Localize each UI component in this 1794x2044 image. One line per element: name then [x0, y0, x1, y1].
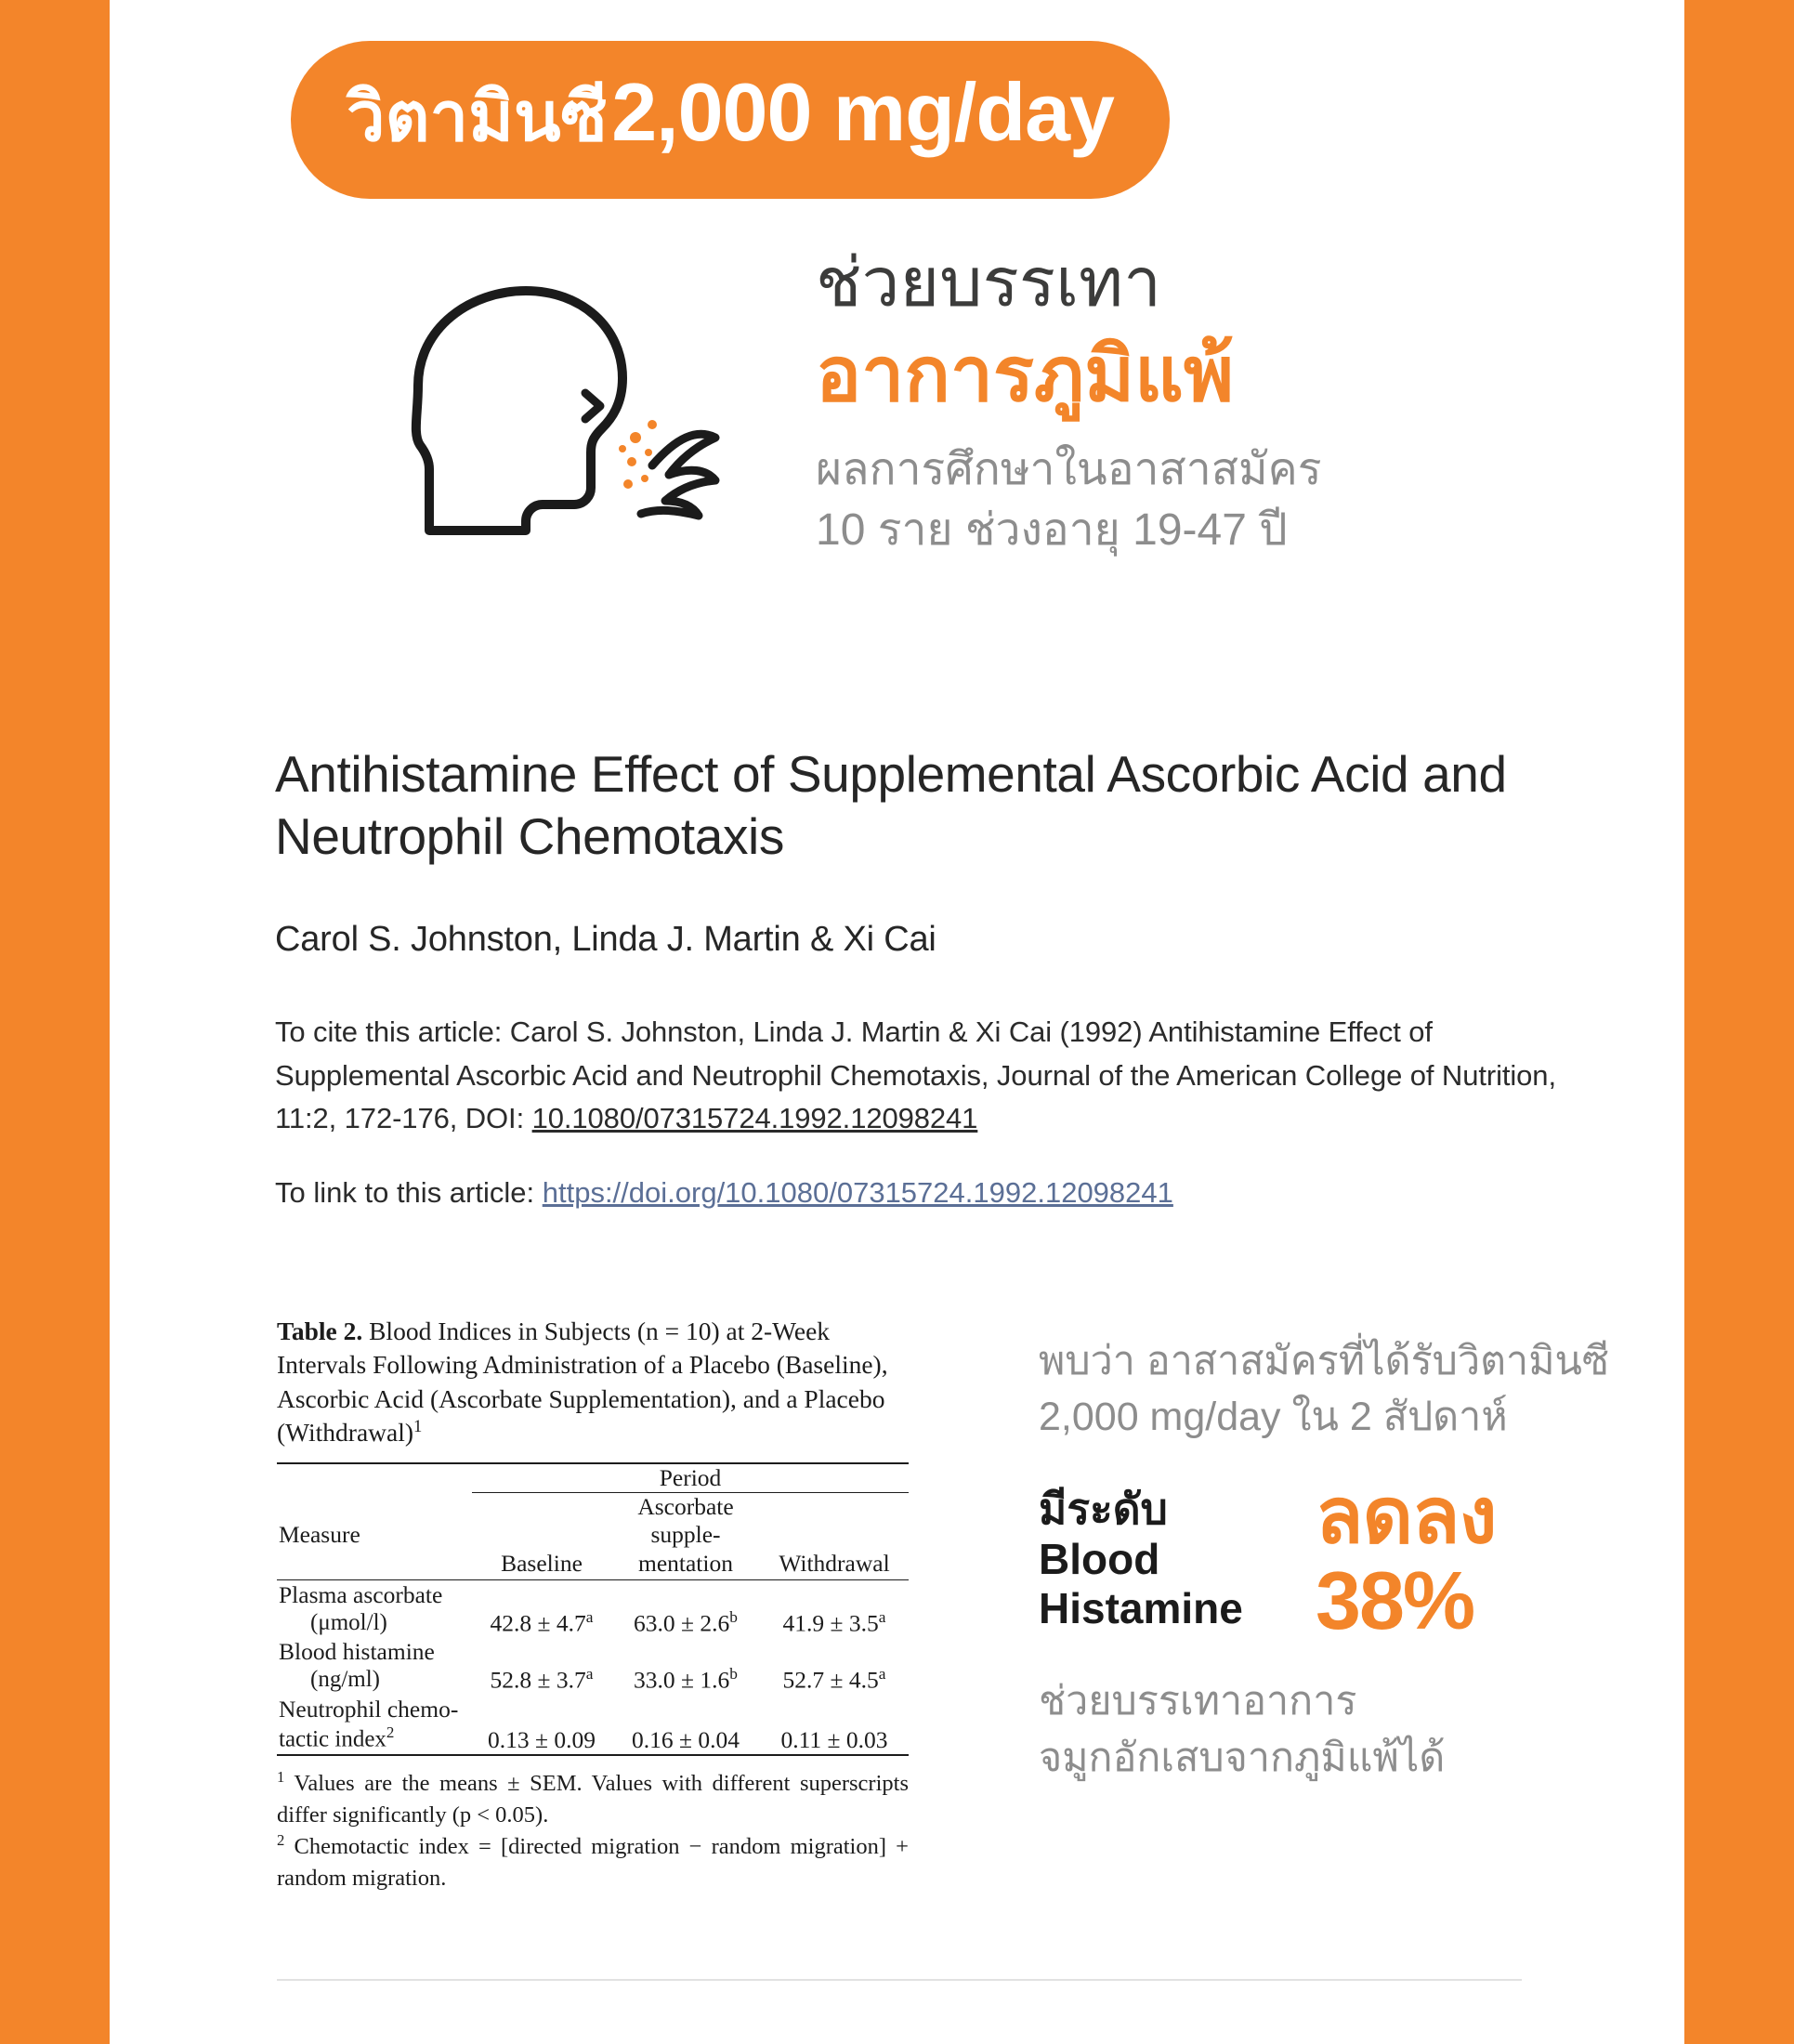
cell-ascorbate-value: 33.0 ± 1.6	[634, 1666, 730, 1694]
table-footnote-1	[277, 1767, 909, 1831]
cell-ascorbate	[611, 1637, 760, 1695]
claim-measure-line3: Histamine	[1039, 1584, 1243, 1633]
hero-subtext-line1: ผลการศึกษาในอาสาสมัคร	[816, 444, 1322, 494]
cell-baseline-value: 42.8 ± 4.7	[490, 1609, 586, 1637]
hero-subtext	[816, 440, 1652, 561]
claim-footer	[1039, 1673, 1652, 1787]
table-bottom-rule	[277, 1754, 909, 1755]
right-orange-rail	[1684, 0, 1794, 2044]
table-header-withdrawal: Withdrawal	[779, 1549, 890, 1577]
cell-baseline	[472, 1695, 611, 1754]
cite-text: Carol S. Johnston, Linda J. Martin & Xi Cai (1992) Antihistamine Effect of Supplemental Ascorbic Acid and Neutrophil Chemotaxis, Journal of the American College of Nutrition, 11:2, 172-176, DOI:	[275, 1015, 1556, 1135]
hero-headline-line1: ช่วยบรรเทา	[816, 245, 1162, 321]
cite-label: To cite this article:	[275, 1015, 503, 1049]
footnote-2-marker: 2	[277, 1831, 285, 1850]
cell-ascorbate-sup: b	[729, 1665, 738, 1684]
sneezing-head-icon	[370, 274, 760, 544]
cell-withdrawal	[760, 1695, 909, 1754]
cell-baseline-sup: a	[585, 1665, 594, 1684]
cell-baseline-sup: a	[585, 1607, 594, 1626]
dose-headline-pill	[291, 41, 1170, 199]
row-measure	[277, 1695, 472, 1754]
table-header-ascorbate-l3: mentation	[638, 1549, 733, 1577]
table-caption	[277, 1315, 909, 1449]
table-caption-footnote-marker: 1	[413, 1416, 423, 1436]
row-measure-unit: (ng/ml)	[310, 1667, 380, 1693]
table-caption-text: Blood Indices in Subjects (n = 10) at 2-Week Intervals Following Administration of a Placebo (Baseline), Ascorbic Acid (Ascorbate Supplementation), and a Placebo (Withdrawal)	[277, 1317, 888, 1448]
row-measure-name: Plasma ascorbate	[279, 1580, 443, 1608]
paper-title: Antihistamine Effect of Supplemental Ascorbic Acid and Neutrophil Chemotaxis	[275, 745, 1507, 866]
hero-subtext-line2: 10 ราย ช่วงอายุ 19-47 ปี	[816, 504, 1288, 555]
paper-citation-block	[275, 743, 1557, 1210]
paper-citation	[275, 1011, 1557, 1141]
paper-link-row	[275, 1176, 1557, 1210]
dose-headline-thai: วิตามินซี	[347, 78, 608, 155]
result-claim-block	[1039, 1333, 1652, 1787]
claim-intro	[1039, 1333, 1652, 1445]
cell-baseline	[472, 1579, 611, 1637]
table-header-measure: Measure	[279, 1521, 360, 1549]
claim-measure-line2: Blood	[1039, 1534, 1160, 1583]
claim-intro-line1: พบว่า อาสาสมัครที่ได้รับวิตามินซี	[1039, 1339, 1610, 1383]
cell-withdrawal-sup: a	[878, 1665, 886, 1684]
link-label: To link to this article:	[275, 1175, 535, 1209]
hero-text-block	[816, 246, 1652, 560]
row-measure	[277, 1637, 472, 1695]
paper-authors: Carol S. Johnston, Linda J. Martin & Xi Cai	[275, 920, 936, 960]
left-orange-rail	[0, 0, 110, 2044]
page-content	[110, 0, 1684, 2044]
table-footnote-2	[277, 1830, 909, 1894]
table-footnotes	[277, 1767, 909, 1895]
cell-ascorbate-sup: b	[729, 1607, 738, 1626]
blood-indices-table	[277, 1462, 909, 1755]
blood-indices-table-block	[277, 1315, 909, 1894]
cell-ascorbate-value: 0.16 ± 0.04	[632, 1725, 740, 1753]
cell-withdrawal-value: 41.9 ± 3.5	[782, 1609, 879, 1637]
cell-withdrawal-sup: a	[878, 1607, 886, 1626]
table-group-header-row	[277, 1463, 909, 1493]
table-header-baseline: Baseline	[501, 1549, 583, 1577]
row-measure-name: Neutrophil chemo-	[279, 1695, 459, 1723]
row-measure	[277, 1579, 472, 1637]
cite-doi-link[interactable]: 10.1080/07315724.1992.12098241	[531, 1102, 978, 1135]
row-measure-name: Blood histamine	[279, 1638, 435, 1666]
table-header-row	[277, 1493, 909, 1578]
claim-footer-line2: จมูกอักเสบจากภูมิแพ้ได้	[1039, 1736, 1446, 1781]
table-header-ascorbate	[611, 1493, 760, 1578]
table-caption-label: Table 2.	[277, 1317, 363, 1345]
table-header-ascorbate-l2: supple-	[650, 1521, 721, 1549]
claim-measure-line1: มีระดับ	[1039, 1485, 1168, 1534]
table-row	[277, 1695, 909, 1754]
table-header-ascorbate-l1: Ascorbate	[637, 1493, 734, 1521]
row-measure-l2-sup: 2	[386, 1723, 395, 1741]
cell-ascorbate	[611, 1695, 760, 1754]
table-row	[277, 1637, 909, 1695]
cell-withdrawal-value: 52.7 ± 4.5	[782, 1666, 879, 1694]
footnote-2-text: Chemotactic index = [directed migration − random migration] + random migration.	[277, 1834, 909, 1892]
claim-result-percent: 38%	[1316, 1554, 1474, 1647]
claim-footer-line1: ช่วยบรรเทาอาการ	[1039, 1679, 1357, 1724]
footnote-1-text: Values are the means ± SEM. Values with different superscripts differ significantly (p < 0.05).	[277, 1770, 909, 1828]
hero-section	[110, 246, 1684, 636]
claim-result-value	[1316, 1472, 1497, 1647]
row-measure-unit: (μmol/l)	[310, 1609, 387, 1635]
paper-doi-url[interactable]: https://doi.org/10.1080/07315724.1992.12098241	[542, 1175, 1173, 1209]
row-measure-l2-text: tactic index	[279, 1726, 386, 1752]
table-row	[277, 1579, 909, 1637]
footer-divider	[277, 1979, 1522, 1981]
header-pill-wrapper	[291, 41, 1322, 199]
cell-withdrawal	[760, 1637, 909, 1695]
table-group-header-period: Period	[472, 1463, 909, 1493]
claim-main	[1039, 1472, 1652, 1647]
claim-result-word: ลดลง	[1316, 1472, 1497, 1560]
claim-measure-label	[1039, 1485, 1308, 1633]
hero-headline-line2: อาการภูมิแพ้	[816, 333, 1235, 418]
cell-baseline-value: 52.8 ± 3.7	[490, 1666, 586, 1694]
row-measure-name-l2	[279, 1723, 472, 1754]
cell-ascorbate-value: 63.0 ± 2.6	[634, 1609, 730, 1637]
cell-baseline-value: 0.13 ± 0.09	[488, 1725, 596, 1753]
cell-withdrawal-value: 0.11 ± 0.03	[780, 1725, 888, 1753]
cell-ascorbate	[611, 1579, 760, 1637]
cell-withdrawal	[760, 1579, 909, 1637]
cell-baseline	[472, 1637, 611, 1695]
footnote-1-marker: 1	[277, 1767, 285, 1786]
claim-intro-line2: 2,000 mg/day ใน 2 สัปดาห์	[1039, 1395, 1508, 1440]
dose-headline-value: 2,000 mg/day	[611, 66, 1114, 158]
